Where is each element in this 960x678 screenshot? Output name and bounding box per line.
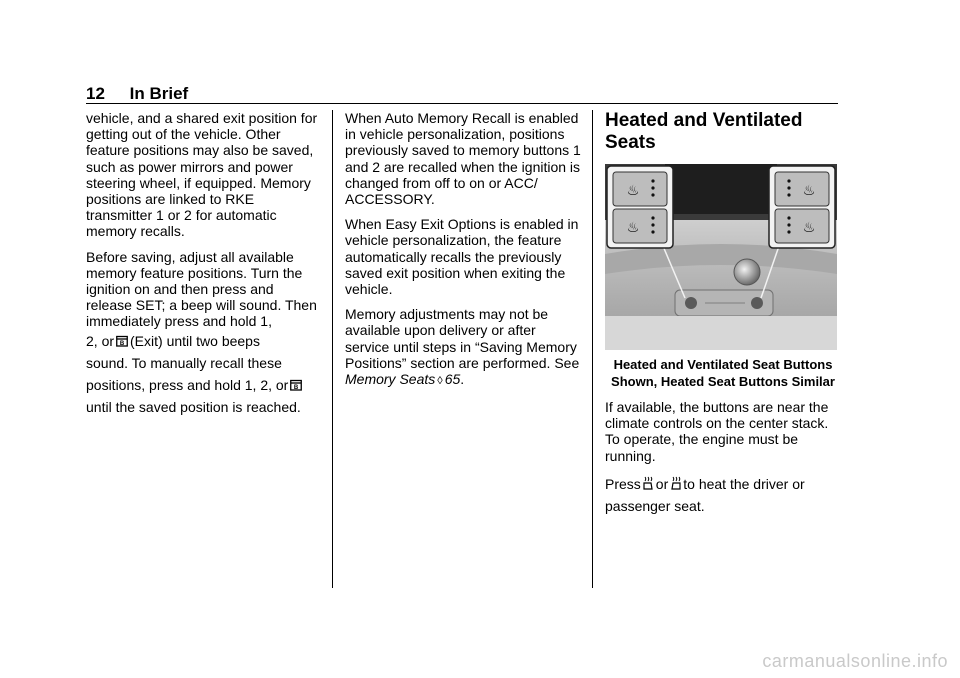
heated-seat-driver-icon [643,474,654,496]
figure-caption: Heated and Ventilated Seat Buttons Shown, Heated Seat Buttons Similar [611,357,835,389]
text-line: until the saved position is reached. [86,398,301,415]
paragraph-text: Press [605,475,641,492]
svg-text:♨: ♨ [626,220,640,236]
section-title: In Brief [129,84,189,103]
text-line [605,473,841,495]
paragraph [345,306,581,389]
paragraph: When Easy Exit Options is enabled in vehicle personalization, the feature automatically recalls the previously saved exit position when exiting the vehicle. [345,216,579,298]
svg-text:♨: ♨ [802,220,816,236]
paragraph: vehicle, and a shared exit position for getting out of the vehicle. Other feature positions may also be saved, such as power mirrors and power steering wheel, if equipped. Memory positions are linked to RKE transmitter 1 or 2 for automatic memory recalls. [86,110,318,240]
svg-text:♨: ♨ [802,183,816,199]
watermark: carmanualsonline.info [762,651,948,671]
text-line [86,374,320,396]
section-heading: Heated and Ventilated Seats [605,110,803,153]
page-number: 12 [86,84,105,103]
paragraph [86,249,320,418]
cross-reference-link[interactable]: Memory Seats [345,371,436,388]
header-rule [86,103,838,104]
svg-text:♨: ♨ [626,183,640,199]
paragraph-text: (Exit) until two beeps [130,332,260,349]
page-header [86,84,188,104]
text-line [86,330,320,352]
punctuation: . [460,371,465,388]
paragraph-text: or [655,475,669,492]
svg-text:B: B [294,384,299,391]
column-divider [592,110,593,588]
exit-b-icon [290,375,302,397]
text-line: sound. To manually recall these [86,354,282,371]
page-reference[interactable]: 65 [444,371,461,388]
column-divider [332,110,333,588]
heated-seat-passenger-icon [670,474,681,496]
paragraph: When Auto Memory Recall is enabled in vehicle personalization, positions previously saved to memory buttons 1 and 2 are recalled when the ignition is changed from off to on or ACC/ ACCESSORY. [345,110,581,208]
paragraph [605,473,841,517]
ref-arrow-icon: ◊ [437,375,443,388]
column-1 [86,110,320,427]
paragraph-text: to heat the driver or [683,475,805,492]
svg-text:B: B [119,340,125,347]
seat-buttons-photo [605,164,837,350]
paragraph-text: 2, or [86,332,115,349]
column-3 [605,110,841,526]
paragraph-text: Before saving, adjust all available memory feature positions. Turn the ignition on and then press and release SET; a beep will sound. Then immediately press and hold 1, [86,248,317,330]
text-line: passenger seat. [605,497,705,514]
paragraph-text: Memory adjustments may not be available upon delivery or after service until steps in “Saving Memory Positions” section are performed. See [345,306,580,371]
paragraph-text: positions, press and hold 1, 2, or [86,376,289,393]
paragraph: If available, the buttons are near the climate controls on the center stack. To operate, the engine must be running. [605,399,829,464]
column-2 [345,110,581,398]
exit-b-icon [116,331,128,353]
